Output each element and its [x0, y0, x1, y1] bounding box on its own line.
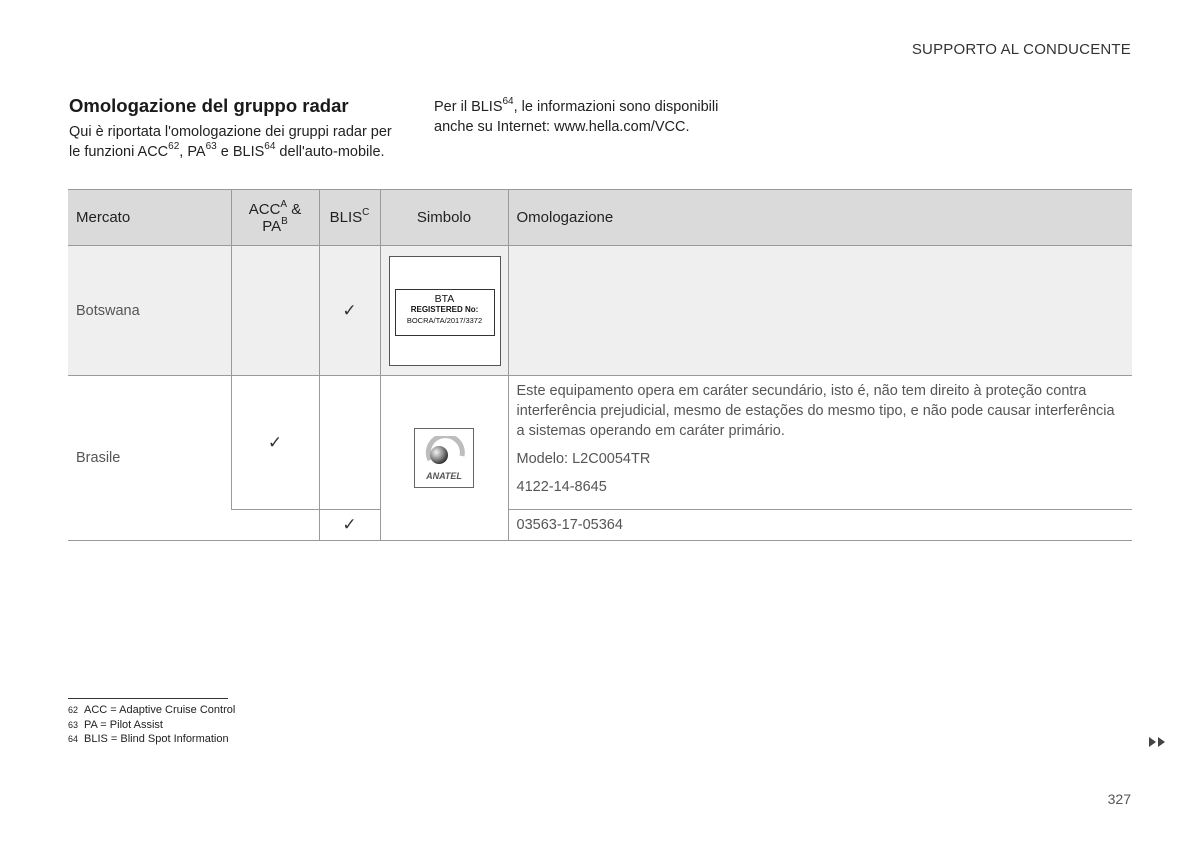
anatel-text: ANATEL	[426, 470, 462, 481]
bta-registration-label	[389, 256, 501, 366]
radar-approval-table	[68, 189, 1132, 541]
footnote-text: PA = Pilot Assist	[84, 718, 163, 731]
approval-cell	[508, 376, 1132, 510]
footnotes	[68, 703, 235, 747]
approval-model: Modelo: L2C0054TR	[516, 450, 651, 467]
intro-text: dell'auto-mobile.	[275, 144, 385, 160]
header-blis-text: BLIS	[329, 209, 363, 226]
bta-title: BTA	[434, 292, 455, 305]
bta-registration-number: BOCRA/TA/2017/3372	[406, 315, 483, 325]
checkmark-icon: ✓	[342, 515, 357, 534]
footnote-text: BLIS = Blind Spot Information	[84, 733, 229, 745]
intro-text: Qui è riportata l'omologazione dei gruppi radar per le funzioni ACC	[69, 124, 392, 160]
footnote-text: ACC = Adaptive Cruise Control	[84, 704, 236, 716]
approval-number: 03563-17-05364	[508, 510, 1132, 541]
bta-label-inner	[395, 289, 495, 336]
approval-cell	[508, 246, 1132, 376]
market-cell: Botswana	[68, 246, 231, 376]
header-blis	[319, 190, 380, 246]
footnote	[68, 718, 235, 733]
header-amp: &	[287, 200, 302, 218]
header-acc-text: ACC	[248, 200, 281, 218]
header-omologazione: Omologazione	[508, 190, 1132, 246]
left-column	[69, 95, 399, 162]
acc-pa-cell	[231, 246, 319, 376]
info-text: , le informazioni sono disponibili anche su Internet: www.hella.com/VCC.	[434, 99, 719, 135]
header-blis-sup: C	[362, 207, 370, 218]
acc-pa-cell	[231, 510, 319, 541]
header-pa-sup: B	[281, 215, 288, 227]
footnote-number: 63	[68, 719, 79, 730]
footnote-number: 62	[68, 705, 79, 715]
market-cell: Brasile	[68, 376, 231, 541]
footnote-ref: 63	[205, 141, 217, 153]
checkmark-icon: ✓	[267, 432, 283, 452]
header-acc-pa	[231, 190, 319, 246]
header-simbolo: Simbolo	[380, 190, 508, 246]
intro-text: e BLIS	[216, 144, 265, 160]
blis-info-paragraph	[434, 97, 754, 137]
acc-pa-cell	[231, 376, 319, 510]
approval-number: 4122-14-8645	[516, 478, 607, 495]
symbol-cell	[380, 376, 508, 541]
section-header: SUPPORTO AL CONDUCENTE	[911, 41, 1131, 58]
approval-notice: Este equipamento opera em caráter secundário, isto é, não tem direito à proteção contra interferência prejudicial, mesmo de estações do mesmo tipo, e não pode causar interferência a sistemas operando em caráter primário.	[516, 382, 1115, 439]
symbol-cell	[380, 246, 508, 376]
header-acc-sup: A	[280, 198, 288, 210]
footnote-divider	[68, 698, 228, 699]
blis-cell	[319, 510, 380, 541]
anatel-logo	[414, 428, 474, 488]
footnote-ref: 62	[168, 141, 180, 153]
header-mercato: Mercato	[68, 190, 231, 246]
bta-registered-label: REGISTERED No:	[410, 304, 479, 314]
header-pa-text: PA	[262, 217, 282, 235]
anatel-globe-icon	[422, 436, 466, 470]
footnote-ref: 64	[502, 96, 514, 108]
section-title: Omologazione del gruppo radar	[69, 95, 349, 116]
footnote-ref: 64	[264, 141, 276, 153]
footnote	[68, 732, 235, 747]
page-number: 327	[1107, 791, 1131, 807]
blis-cell	[319, 376, 380, 510]
blis-cell	[319, 246, 380, 376]
checkmark-icon: ✓	[342, 300, 357, 320]
table-row	[68, 246, 1132, 376]
footnote	[68, 703, 235, 718]
intro-text: , PA	[179, 144, 206, 160]
double-right-arrow-icon[interactable]	[1148, 735, 1168, 749]
info-text: Per il BLIS	[434, 99, 503, 115]
intro-paragraph	[69, 122, 399, 162]
table-header-row	[68, 190, 1132, 246]
table-row	[68, 376, 1132, 510]
footnote-number: 64	[68, 734, 79, 744]
